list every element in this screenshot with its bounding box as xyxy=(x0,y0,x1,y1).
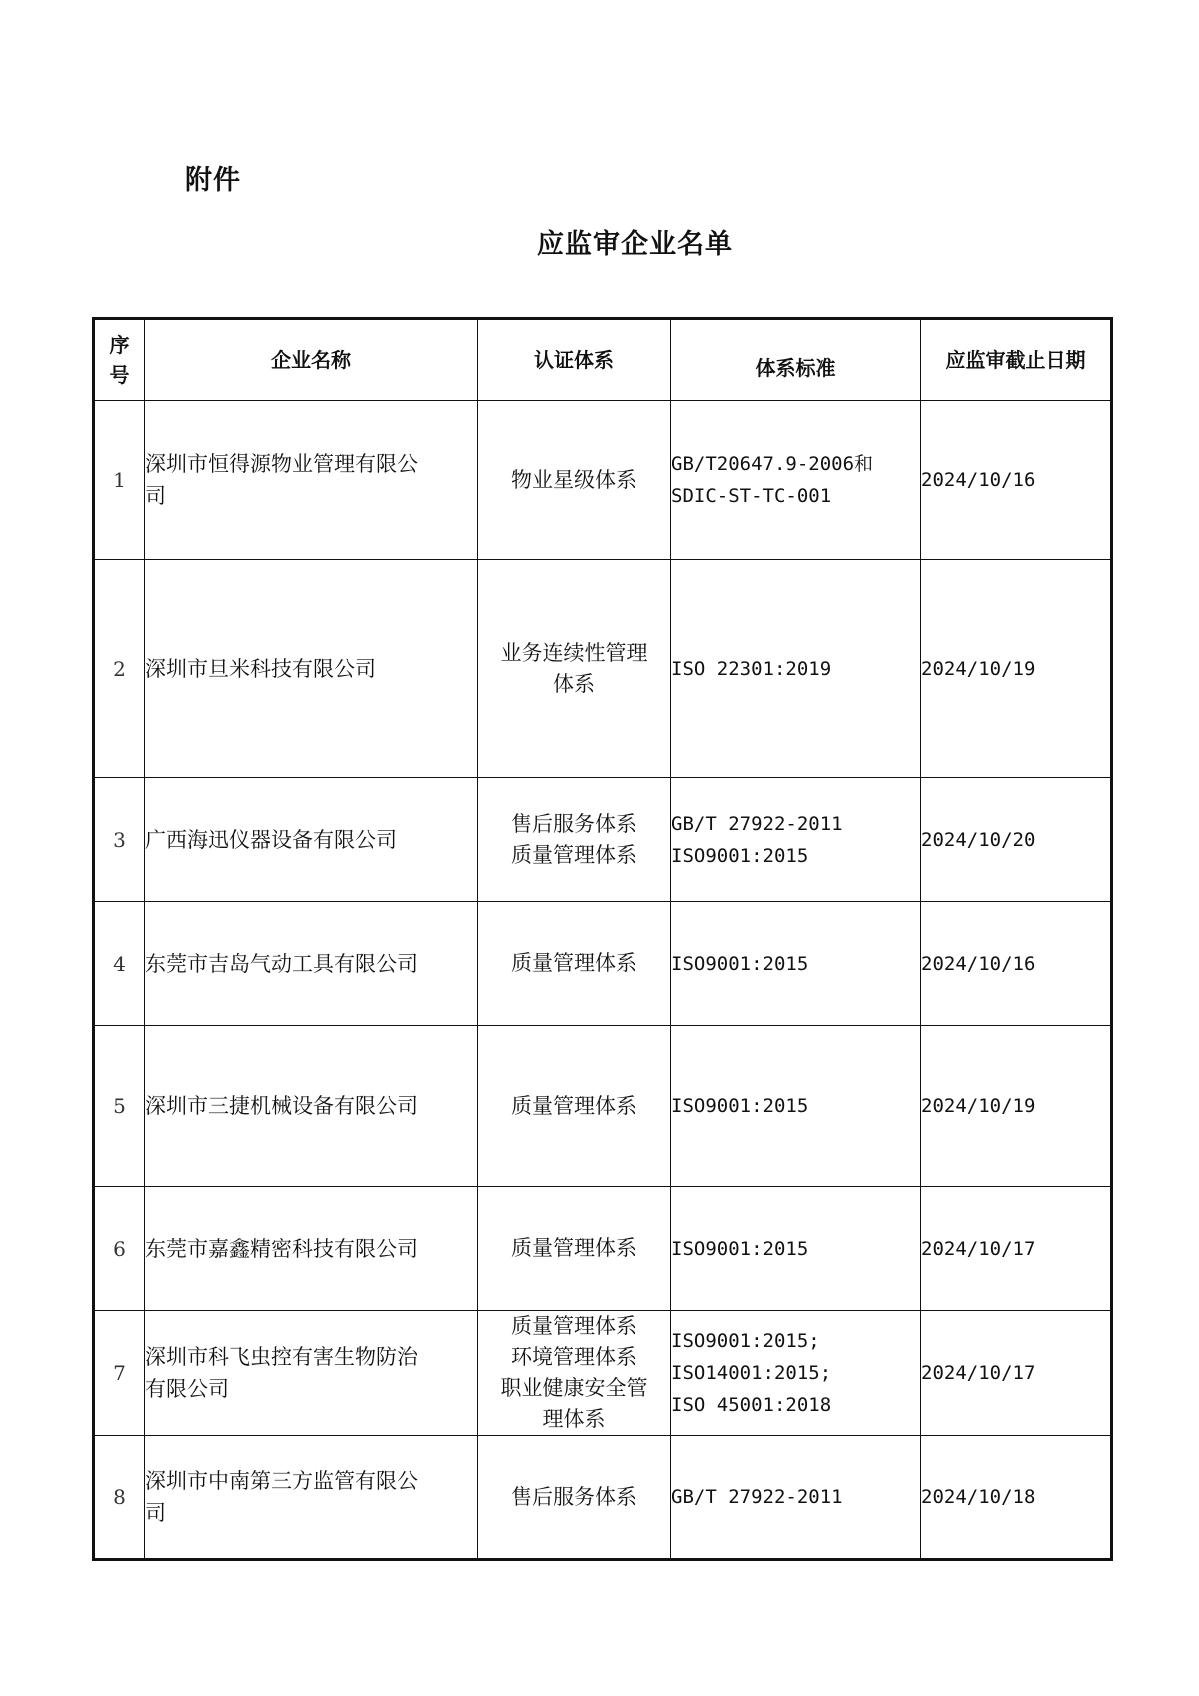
system-standard-line: ISO9001:2015; xyxy=(671,1330,820,1352)
company-name-line: 东莞市吉岛气动工具有限公司 xyxy=(145,951,418,976)
cell-certification-system xyxy=(478,1187,671,1311)
certification-system-line: 职业健康安全管 xyxy=(500,1376,648,1400)
cell-no: 1 xyxy=(94,401,145,560)
certification-system-line: 售后服务体系 xyxy=(511,811,637,836)
system-standard-line: ISO9001:2015 xyxy=(671,844,809,867)
column-header-no xyxy=(94,319,145,401)
column-header-system: 认证体系 xyxy=(478,319,671,401)
document-title: 应监审企业名单 xyxy=(537,229,733,260)
cell-deadline: 2024/10/18 xyxy=(921,1436,1112,1560)
company-name-line: 司 xyxy=(145,484,166,508)
cell-no: 4 xyxy=(94,902,145,1026)
company-name-line: 深圳市旦米科技有限公司 xyxy=(145,656,376,681)
system-standard-line: ISO14001:2015; xyxy=(671,1362,832,1384)
cell-deadline: 2024/10/17 xyxy=(921,1311,1112,1436)
cell-certification-system xyxy=(478,401,671,560)
cell-certification-system xyxy=(478,1436,671,1560)
system-standard-line: SDIC-ST-TC-001 xyxy=(671,485,832,507)
cell-deadline: 2024/10/16 xyxy=(921,401,1112,560)
cell-certification-system xyxy=(478,902,671,1026)
cell-no: 5 xyxy=(94,1026,145,1187)
table-body xyxy=(94,401,1112,1560)
company-name-line: 深圳市恒得源物业管理有限公 xyxy=(145,452,418,476)
system-standard-line: ISO 45001:2018 xyxy=(671,1394,832,1416)
system-standard-line: ISO 22301:2019 xyxy=(671,657,832,680)
cell-certification-system xyxy=(478,1026,671,1187)
cell-system-standard xyxy=(671,560,921,778)
company-name-line: 东莞市嘉鑫精密科技有限公司 xyxy=(145,1236,418,1261)
cell-deadline: 2024/10/16 xyxy=(921,902,1112,1026)
cell-company-name xyxy=(145,902,478,1026)
company-name-line: 深圳市科飞虫控有害生物防治 xyxy=(145,1345,418,1369)
certification-system-line: 质量管理体系 xyxy=(511,951,637,975)
cell-system-standard xyxy=(671,401,921,560)
cell-system-standard xyxy=(671,1026,921,1187)
certification-system-line: 体系 xyxy=(553,671,595,696)
cell-system-standard xyxy=(671,1311,921,1436)
attachment-label: 附件 xyxy=(185,165,241,196)
certification-system-line: 售后服务体系 xyxy=(511,1484,637,1509)
certification-system-line: 环境管理体系 xyxy=(511,1345,637,1369)
company-name-line: 司 xyxy=(145,1501,166,1525)
column-header-standard: 体系标准 xyxy=(671,319,921,401)
system-standard-line: GB/T20647.9-2006和 xyxy=(671,453,874,475)
column-header-no-line: 序 xyxy=(109,333,130,357)
system-standard-line: ISO9001:2015 xyxy=(671,952,809,975)
cell-no: 2 xyxy=(94,560,145,778)
certification-system-line: 理体系 xyxy=(542,1407,606,1431)
table-row xyxy=(94,1187,1112,1311)
cell-system-standard xyxy=(671,902,921,1026)
cell-company-name xyxy=(145,1026,478,1187)
table-row xyxy=(94,1436,1112,1560)
cell-no: 6 xyxy=(94,1187,145,1311)
system-standard-line: ISO9001:2015 xyxy=(671,1237,809,1260)
cell-deadline: 2024/10/20 xyxy=(921,778,1112,902)
system-standard-line: GB/T 27922-2011 xyxy=(671,1486,843,1508)
table-row xyxy=(94,560,1112,778)
cell-no: 8 xyxy=(94,1436,145,1560)
cell-company-name xyxy=(145,1187,478,1311)
cell-no: 7 xyxy=(94,1311,145,1436)
table-row xyxy=(94,1026,1112,1187)
cell-system-standard xyxy=(671,778,921,902)
column-header-company: 企业名称 xyxy=(145,319,478,401)
certification-system-line: 质量管理体系 xyxy=(511,1093,637,1118)
column-header-no-line: 号 xyxy=(109,363,130,387)
cell-company-name xyxy=(145,1436,478,1560)
column-header-deadline: 应监审截止日期 xyxy=(921,319,1112,401)
table-row xyxy=(94,401,1112,560)
company-name-line: 有限公司 xyxy=(145,1377,229,1401)
cell-company-name xyxy=(145,401,478,560)
table-row xyxy=(94,1311,1112,1436)
certification-system-line: 质量管理体系 xyxy=(511,1236,637,1260)
cell-deadline: 2024/10/19 xyxy=(921,560,1112,778)
table-row xyxy=(94,778,1112,902)
cell-system-standard xyxy=(671,1436,921,1560)
cell-company-name xyxy=(145,560,478,778)
cell-no: 3 xyxy=(94,778,145,902)
system-standard-line: ISO9001:2015 xyxy=(671,1095,809,1117)
company-name-line: 深圳市三捷机械设备有限公司 xyxy=(145,1094,418,1118)
company-list-table xyxy=(92,317,1113,1561)
certification-system-line: 物业星级体系 xyxy=(511,467,637,492)
cell-company-name xyxy=(145,1311,478,1436)
cell-certification-system xyxy=(478,778,671,902)
company-name-line: 广西海迅仪器设备有限公司 xyxy=(145,827,397,852)
table-row xyxy=(94,902,1112,1026)
table-header-row xyxy=(94,319,1112,401)
cell-deadline: 2024/10/17 xyxy=(921,1187,1112,1311)
cell-system-standard xyxy=(671,1187,921,1311)
certification-system-line: 质量管理体系 xyxy=(511,842,637,867)
certification-system-line: 业务连续性管理 xyxy=(500,640,648,665)
cell-certification-system xyxy=(478,1311,671,1436)
cell-deadline: 2024/10/19 xyxy=(921,1026,1112,1187)
system-standard-line: GB/T 27922-2011 xyxy=(671,812,843,835)
cell-company-name xyxy=(145,778,478,902)
cell-certification-system xyxy=(478,560,671,778)
company-name-line: 深圳市中南第三方监管有限公 xyxy=(145,1469,418,1493)
certification-system-line: 质量管理体系 xyxy=(511,1314,637,1338)
